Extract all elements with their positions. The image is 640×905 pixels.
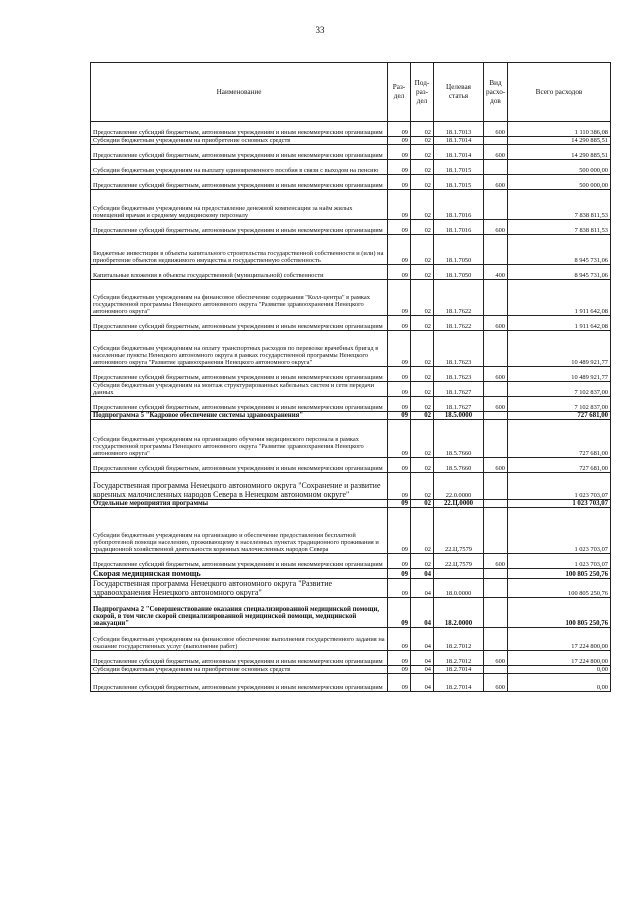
row-target: 18.1.7623	[434, 367, 484, 382]
table-row	[91, 331, 611, 367]
row-subsection: 04	[411, 628, 434, 651]
table-row	[91, 500, 611, 508]
row-type	[484, 331, 508, 367]
row-name: Предоставление субсидий бюджетным, автономным учреждениям и иным некоммерческим организациям	[91, 122, 388, 137]
row-section: 09	[388, 508, 411, 554]
budget-table	[90, 62, 611, 692]
row-type	[484, 569, 508, 579]
table-row	[91, 412, 611, 420]
row-subsection: 02	[411, 500, 434, 508]
row-total: 7 838 811,53	[508, 190, 611, 220]
row-name: Государственная программа Ненецкого автономного округа "Сохранение и развитие коренных малочисленных народов Севера в Ненецком автономном округе"	[91, 473, 388, 500]
row-section: 09	[388, 316, 411, 331]
row-name: Субсидии бюджетным учреждениям на выплату единовременного пособия в связи с выходом на пенсию	[91, 160, 388, 175]
row-section: 09	[388, 651, 411, 666]
table-row	[91, 569, 611, 579]
row-section: 09	[388, 175, 411, 190]
row-type: 400	[484, 265, 508, 280]
row-subsection: 02	[411, 382, 434, 397]
row-target: 18.0.0000	[434, 579, 484, 598]
row-type	[484, 235, 508, 265]
row-section: 09	[388, 382, 411, 397]
row-section: 09	[388, 160, 411, 175]
row-section: 09	[388, 569, 411, 579]
table-row	[91, 122, 611, 137]
row-total: 0,00	[508, 674, 611, 692]
row-target: 22.Ц.7579	[434, 554, 484, 569]
row-total: 727 681,00	[508, 412, 611, 420]
row-target: 18.1.7622	[434, 280, 484, 316]
row-total: 17 224 800,00	[508, 628, 611, 651]
row-total: 1 023 703,07	[508, 554, 611, 569]
row-name: Субсидии бюджетным учреждениям на приобретение основных средств	[91, 137, 388, 145]
row-total: 0,00	[508, 666, 611, 674]
row-section: 09	[388, 666, 411, 674]
row-total: 17 224 800,00	[508, 651, 611, 666]
row-type	[484, 579, 508, 598]
header-section: Раз- дел	[388, 63, 411, 122]
header-type: Вид расхо- дов	[484, 63, 508, 122]
row-name: Субсидии бюджетным учреждениям на приобретение основных средств	[91, 666, 388, 674]
row-subsection: 02	[411, 508, 434, 554]
row-section: 09	[388, 145, 411, 160]
row-type: 600	[484, 651, 508, 666]
row-total: 8 945 731,06	[508, 235, 611, 265]
row-name: Предоставление субсидий бюджетным, автономным учреждениям и иным некоммерческим организациям	[91, 220, 388, 235]
row-subsection: 02	[411, 280, 434, 316]
row-target: 22.Ц.0000	[434, 500, 484, 508]
row-total: 727 681,00	[508, 458, 611, 473]
table-row	[91, 579, 611, 598]
row-name: Капитальные вложения в объекты государственной (муниципальной) собственности	[91, 265, 388, 280]
row-name: Предоставление субсидий бюджетным, автономным учреждениям и иным некоммерческим организациям	[91, 458, 388, 473]
row-name: Подпрограмма 2 "Совершенствование оказания специализированной медицинской помощи, скорой, в том числе скорой специализированной медицинской помощи, медицинской эвакуации"	[91, 598, 388, 628]
row-target: 18.5.7660	[434, 420, 484, 458]
row-subsection: 04	[411, 651, 434, 666]
row-subsection: 02	[411, 220, 434, 235]
row-type: 600	[484, 458, 508, 473]
row-subsection: 02	[411, 397, 434, 412]
row-subsection: 02	[411, 160, 434, 175]
row-type	[484, 666, 508, 674]
table-row	[91, 508, 611, 554]
table-row	[91, 458, 611, 473]
table-row	[91, 137, 611, 145]
row-total: 500 000,00	[508, 175, 611, 190]
row-subsection: 02	[411, 235, 434, 265]
row-name: Субсидии бюджетным учреждениям на организацию и обеспечение предоставления бесплатной зубопротезной помощи населению, проживающему в населенных пунктах традиционного проживания и традиционной хозяйственной деятельности коренных малочисленных народов Севера	[91, 508, 388, 554]
row-section: 09	[388, 420, 411, 458]
row-name: Предоставление субсидий бюджетным, автономным учреждениям и иным некоммерческим организациям	[91, 397, 388, 412]
row-type	[484, 280, 508, 316]
row-type: 600	[484, 367, 508, 382]
row-type: 600	[484, 145, 508, 160]
table-row	[91, 628, 611, 651]
row-subsection: 02	[411, 412, 434, 420]
table-row	[91, 397, 611, 412]
row-total: 1 911 642,08	[508, 280, 611, 316]
table-header-row	[91, 63, 611, 122]
row-target: 18.1.7050	[434, 265, 484, 280]
table-row	[91, 666, 611, 674]
row-type	[484, 190, 508, 220]
row-target: 22.0.0000	[434, 473, 484, 500]
row-total: 1 023 703,07	[508, 508, 611, 554]
row-total: 10 489 921,77	[508, 331, 611, 367]
row-type	[484, 420, 508, 458]
row-target: 18.5.7660	[434, 458, 484, 473]
row-name: Скорая медицинская помощь	[91, 569, 388, 579]
row-subsection: 02	[411, 554, 434, 569]
row-total: 100 805 250,76	[508, 569, 611, 579]
page-number: 33	[315, 25, 325, 35]
row-total: 14 290 885,51	[508, 145, 611, 160]
row-target: 18.2.7014	[434, 666, 484, 674]
row-type: 600	[484, 674, 508, 692]
table-row	[91, 145, 611, 160]
row-target: 18.5.0000	[434, 412, 484, 420]
row-target: 18.1.7627	[434, 397, 484, 412]
row-type	[484, 598, 508, 628]
row-subsection: 02	[411, 420, 434, 458]
row-subsection: 02	[411, 265, 434, 280]
row-section: 09	[388, 473, 411, 500]
row-target: 18.1.7014	[434, 145, 484, 160]
row-name: Предоставление субсидий бюджетным, автономным учреждениям и иным некоммерческим организациям	[91, 175, 388, 190]
row-section: 09	[388, 220, 411, 235]
row-subsection: 04	[411, 579, 434, 598]
row-target: 18.2.7012	[434, 651, 484, 666]
row-total: 727 681,00	[508, 420, 611, 458]
row-name: Предоставление субсидий бюджетным, автономным учреждениям и иным некоммерческим организациям	[91, 674, 388, 692]
row-type	[484, 508, 508, 554]
row-total: 7 838 811,53	[508, 220, 611, 235]
row-target: 18.2.7012	[434, 628, 484, 651]
row-total: 10 489 921,77	[508, 367, 611, 382]
row-type: 600	[484, 220, 508, 235]
row-section: 09	[388, 331, 411, 367]
row-subsection: 02	[411, 367, 434, 382]
row-section: 09	[388, 412, 411, 420]
row-name: Предоставление субсидий бюджетным, автономным учреждениям и иным некоммерческим организациям	[91, 316, 388, 331]
row-subsection: 02	[411, 458, 434, 473]
table-row	[91, 160, 611, 175]
row-type	[484, 137, 508, 145]
row-name: Предоставление субсидий бюджетным, автономным учреждениям и иным некоммерческим организациям	[91, 145, 388, 160]
row-target: 18.1.7016	[434, 220, 484, 235]
row-target: 18.1.7050	[434, 235, 484, 265]
row-subsection: 02	[411, 316, 434, 331]
row-type: 600	[484, 554, 508, 569]
row-target: 18.1.7014	[434, 137, 484, 145]
row-total: 100 805 250,76	[508, 598, 611, 628]
row-subsection: 04	[411, 569, 434, 579]
row-name: Субсидии бюджетным учреждениям на монтаж структурированных кабельных систем и сети передачи данных	[91, 382, 388, 397]
table-row	[91, 190, 611, 220]
row-section: 09	[388, 579, 411, 598]
table-row	[91, 220, 611, 235]
row-target: 18.2.7014	[434, 674, 484, 692]
row-name: Предоставление субсидий бюджетным, автономным учреждениям и иным некоммерческим организациям	[91, 554, 388, 569]
row-total: 7 102 837,00	[508, 397, 611, 412]
row-subsection: 02	[411, 473, 434, 500]
row-type	[484, 473, 508, 500]
table-row	[91, 598, 611, 628]
header-name: Наименование	[91, 63, 388, 122]
row-subsection: 02	[411, 175, 434, 190]
row-total: 1 023 703,07	[508, 473, 611, 500]
row-subsection: 02	[411, 122, 434, 137]
row-target: 18.1.7015	[434, 160, 484, 175]
row-type: 600	[484, 316, 508, 331]
row-name: Подпрограмма 5 "Кадровое обеспечение системы здравоохранения"	[91, 412, 388, 420]
row-total: 100 805 250,76	[508, 579, 611, 598]
table-row	[91, 265, 611, 280]
row-subsection: 04	[411, 674, 434, 692]
row-type	[484, 382, 508, 397]
row-subsection: 02	[411, 190, 434, 220]
row-type	[484, 500, 508, 508]
row-name: Субсидии бюджетным учреждениям на финансовое обеспечение выполнения государственного задания на оказание государственных услуг (выполнение работ)	[91, 628, 388, 651]
row-target: 18.1.7016	[434, 190, 484, 220]
row-total: 14 290 885,51	[508, 137, 611, 145]
row-name: Субсидии бюджетным учреждениям на финансовое обеспечение содержания "Колл-центра" в рамках государственной программы Ненецкого автономного округа "Развитие здравоохранения Ненецкого автономного округа"	[91, 280, 388, 316]
row-section: 09	[388, 397, 411, 412]
table-row	[91, 382, 611, 397]
header-target: Целевая статья	[434, 63, 484, 122]
row-target: 18.2.0000	[434, 598, 484, 628]
row-section: 09	[388, 265, 411, 280]
row-name: Отдельные мероприятия программы	[91, 500, 388, 508]
row-type: 600	[484, 397, 508, 412]
row-total: 1 110 386,08	[508, 122, 611, 137]
row-section: 09	[388, 554, 411, 569]
row-total: 7 102 837,00	[508, 382, 611, 397]
row-target: 18.1.7015	[434, 175, 484, 190]
row-subsection: 04	[411, 666, 434, 674]
row-section: 09	[388, 500, 411, 508]
row-target: 18.1.7627	[434, 382, 484, 397]
row-name: Субсидии бюджетным учреждениям на предоставление денежной компенсации за наём жилых помещений врачам и среднему медицинскому персоналу	[91, 190, 388, 220]
table-row	[91, 554, 611, 569]
row-type	[484, 412, 508, 420]
row-target	[434, 569, 484, 579]
row-type	[484, 628, 508, 651]
row-type: 600	[484, 122, 508, 137]
row-name: Субсидии бюджетным учреждениям на организацию обучения медицинского персонала в рамках государственной программы Ненецкого автономного округа "Развитие здравоохранения Ненецкого автономного округа"	[91, 420, 388, 458]
row-total: 8 945 731,06	[508, 265, 611, 280]
row-subsection: 02	[411, 331, 434, 367]
row-subsection: 02	[411, 137, 434, 145]
row-section: 09	[388, 122, 411, 137]
row-section: 09	[388, 367, 411, 382]
row-section: 09	[388, 235, 411, 265]
table-row	[91, 316, 611, 331]
table-row	[91, 674, 611, 692]
table-row	[91, 473, 611, 500]
row-section: 09	[388, 458, 411, 473]
row-name: Предоставление субсидий бюджетным, автономным учреждениям и иным некоммерческим организациям	[91, 367, 388, 382]
row-target: 18.1.7013	[434, 122, 484, 137]
header-subsection: Под- раз- дел	[411, 63, 434, 122]
row-name: Государственная программа Ненецкого автономного округа "Развитие здравоохранения Ненецкого автономного округа"	[91, 579, 388, 598]
table-row	[91, 420, 611, 458]
row-total: 500 000,00	[508, 160, 611, 175]
header-total: Всего расходов	[508, 63, 611, 122]
row-target: 22.Ц.7579	[434, 508, 484, 554]
table-row	[91, 175, 611, 190]
table-row	[91, 280, 611, 316]
row-section: 09	[388, 628, 411, 651]
row-total: 1 023 703,07	[508, 500, 611, 508]
row-name: Бюджетные инвестиции в объекты капитального строительства государственной собственности и (или) на приобретение объектов недвижимого имущества в государственную собственность	[91, 235, 388, 265]
table-row	[91, 651, 611, 666]
row-section: 09	[388, 137, 411, 145]
row-subsection: 04	[411, 598, 434, 628]
row-name: Предоставление субсидий бюджетным, автономным учреждениям и иным некоммерческим организациям	[91, 651, 388, 666]
table-row	[91, 235, 611, 265]
row-type	[484, 160, 508, 175]
row-type: 600	[484, 175, 508, 190]
row-total: 1 911 642,08	[508, 316, 611, 331]
row-section: 09	[388, 280, 411, 316]
row-section: 09	[388, 190, 411, 220]
row-target: 18.1.7622	[434, 316, 484, 331]
row-name: Субсидии бюджетным учреждениям на оплату транспортных расходов по перевозке врачебных бригад в населенные пункты Ненецкого автономного округа в рамках государственной программы Ненецкого автономного округа "Развитие здравоохранения Ненецкого автономного округа"	[91, 331, 388, 367]
row-target: 18.1.7623	[434, 331, 484, 367]
row-section: 09	[388, 598, 411, 628]
row-section: 09	[388, 674, 411, 692]
table-row	[91, 367, 611, 382]
row-subsection: 02	[411, 145, 434, 160]
